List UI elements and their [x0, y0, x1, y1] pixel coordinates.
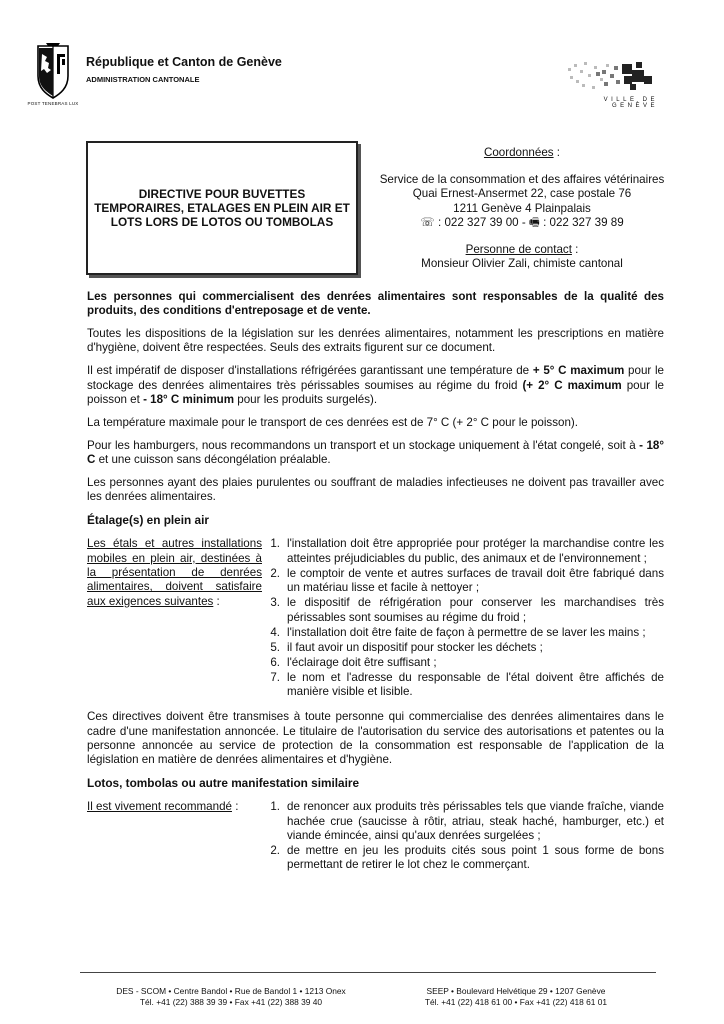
list-item — [262, 656, 664, 670]
paragraph-legislation: Toutes les dispositions de la législation sur les denrées alimentaires, notamment les prescriptions en matière d'hygiène, doivent être respectées. Seuls des extraits figurent sur ce document. — [87, 327, 664, 355]
list-item-text: l'éclairage doit être suffisant ; — [287, 655, 437, 669]
list-item-number: 1. — [270, 800, 280, 814]
paragraph-health: Les personnes ayant des plaies purulentes ou souffrant de maladies infectieuses ne doivent pas travailler avec les denrées alimentaires. — [87, 475, 664, 504]
phone-icon: ☏ — [420, 216, 435, 229]
fax-number: : 022 327 39 89 — [539, 216, 624, 229]
paragraph-transmission: Ces directives doivent être transmises à toute personne qui commercialise des denrées alimentaires dans le cadre d'une manifestation annoncée. Le titulaire de l'autorisation du service des autorisations et patentes ou la personne annoncée au service de protection de la consommation est responsable de l'application de la législation en matière de denrées alimentaires et d'hygiène. — [87, 710, 664, 767]
list-item — [262, 596, 664, 625]
phone-number: : 022 327 39 00 - — [434, 216, 529, 229]
directive-title-box — [86, 141, 358, 275]
ville-logo-text: VILLE DE GENÈVE — [603, 97, 658, 109]
list-item-text: le comptoir de vente et autres surfaces de travail doit être fabriqué dans un matériau lisse et facile à nettoyer ; — [287, 566, 664, 595]
geneva-coat-of-arms-icon — [32, 42, 74, 108]
list-item — [262, 626, 664, 640]
footer-divider — [80, 972, 656, 973]
etalages-label: Les étals et autres installations mobiles en plein air, destinées à la présentation de denrées alimentaires, doivent satisfaire aux exigences suivantes : — [87, 537, 262, 608]
list-item-number: 2. — [270, 844, 280, 858]
list-item-number: 5. — [270, 640, 280, 654]
footer-right: SEEP • Boulevard Helvétique 29 • 1207 Genève Tél. +41 (22) 418 61 00 • Fax +41 (22) 418 61 01 — [424, 986, 608, 1007]
contact-address-line1: Quai Ernest-Ansermet 22, case postale 76 — [412, 187, 632, 200]
government-subtitle: ADMINISTRATION CANTONALE — [86, 75, 200, 84]
list-item-text: l'installation doit être faite de façon à permettre de se laver les mains ; — [287, 625, 646, 639]
coat-motto: POST TENEBRAS LUX — [27, 101, 79, 106]
list-item — [262, 537, 664, 566]
directive-title: DIRECTIVE POUR BUVETTES TEMPORAIRES, ETALAGES EN PLEIN AIR ET LOTS LORS DE LOTOS OU TOMBOLAS — [94, 187, 350, 229]
contact-service: Service de la consommation et des affaires vétérinaires — [379, 172, 665, 186]
contact-address-line2: 1211 Genève 4 Plainpalais — [453, 201, 591, 215]
list-item-text: le dispositif de réfrigération pour conserver les marchandises très périssables sont soumises au régime du froid ; — [287, 596, 664, 624]
section-heading-lotos: Lotos, tombolas ou autre manifestation similaire — [87, 776, 360, 791]
list-item-number: 1. — [270, 537, 280, 551]
government-title: République et Canton de Genève — [86, 55, 282, 69]
list-item-number: 6. — [270, 655, 280, 669]
list-item-text: l'installation doit être appropriée pour protéger la marchandise contre les atteintes préjudiciables du public, des animaux et de l'environnement ; — [287, 537, 664, 565]
list-item-number: 3. — [270, 596, 280, 610]
lotos-recommendations — [87, 800, 664, 873]
paragraph-hamburgers: Pour les hamburgers, nous recommandons un transport et un stockage uniquement à l'état congelé, soit à - 18° C et une cuisson sans décongélation préalable. — [87, 438, 664, 467]
contact-person: Monsieur Olivier Zali, chimiste cantonal — [421, 257, 623, 270]
list-item-number: 2. — [270, 566, 280, 580]
list-item-text: le nom et l'adresse du responsable de l'étal doivent être affichés de manière visible et lisible. — [287, 670, 664, 699]
fax-icon: 🖷 — [528, 216, 540, 229]
contact-person-heading: Personne de contact — [465, 242, 572, 256]
list-item — [262, 671, 664, 700]
etalages-list — [262, 537, 664, 700]
ville-de-geneve-logo-icon — [566, 60, 658, 120]
contact-heading: Coordonnées — [483, 146, 554, 159]
document-body — [87, 290, 664, 883]
list-item — [262, 844, 664, 873]
paragraph-transport: La température maximale pour le transport de ces denrées est de 7° C (+ 2° C pour le poisson). — [87, 415, 578, 429]
list-item-number: 4. — [270, 625, 280, 639]
list-item-text: il faut avoir un dispositif pour stocker les déchets ; — [287, 640, 543, 654]
paragraph-temperature: Il est impératif de disposer d'installations réfrigérées garantissant une température de + 5° C maximum pour le stockage des denrées alimentaires très périssables soumises au régime du froid (+ 2° C maximum pour le poisson et - 18° C minimum pour les produits surgelés). — [87, 364, 664, 406]
list-item — [262, 800, 664, 843]
list-item — [262, 567, 664, 596]
list-item-text: de mettre en jeu les produits cités sous point 1 sous forme de bons permettant de retirer le lot chez le commerçant. — [287, 844, 664, 872]
list-item-text: de renoncer aux produits très périssables tels que viande fraîche, viande hachée crue (saucisse à rôtir, atriau, steak haché, hamburger, etc.) et viande émincée, ainsi qu'aux denrées surgelées ; — [287, 800, 664, 842]
footer-left: DES - SCOM • Centre Bandol • Rue de Bandol 1 • 1213 Onex Tél. +41 (22) 388 39 39 • Fax +41 (22) 388 39 40 — [116, 986, 346, 1007]
contact-phone-fax — [362, 216, 682, 231]
lotos-list — [262, 800, 664, 873]
etalages-requirements — [87, 537, 664, 700]
list-item-number: 7. — [270, 670, 280, 684]
contact-block: Coordonnées : Service de la consommation et des affaires vétérinaires Quai Ernest-Ansermet 22, case postale 76 1211 Genève 4 Plainpalais ☏ : 022 327 39 00 - 🖷 : 022 327 39 89 Personne de contact : Monsieur Olivier Zali, chimiste cantonal — [362, 146, 682, 272]
lead-paragraph: Les personnes qui commercialisent des denrées alimentaires sont responsables de la qualité des produits, des conditions d'entreposage et de vente. — [87, 290, 664, 318]
list-item — [262, 641, 664, 655]
section-heading-etalages: Étalage(s) en plein air — [87, 513, 209, 528]
lotos-label: Il est vivement recommandé : — [87, 800, 239, 814]
